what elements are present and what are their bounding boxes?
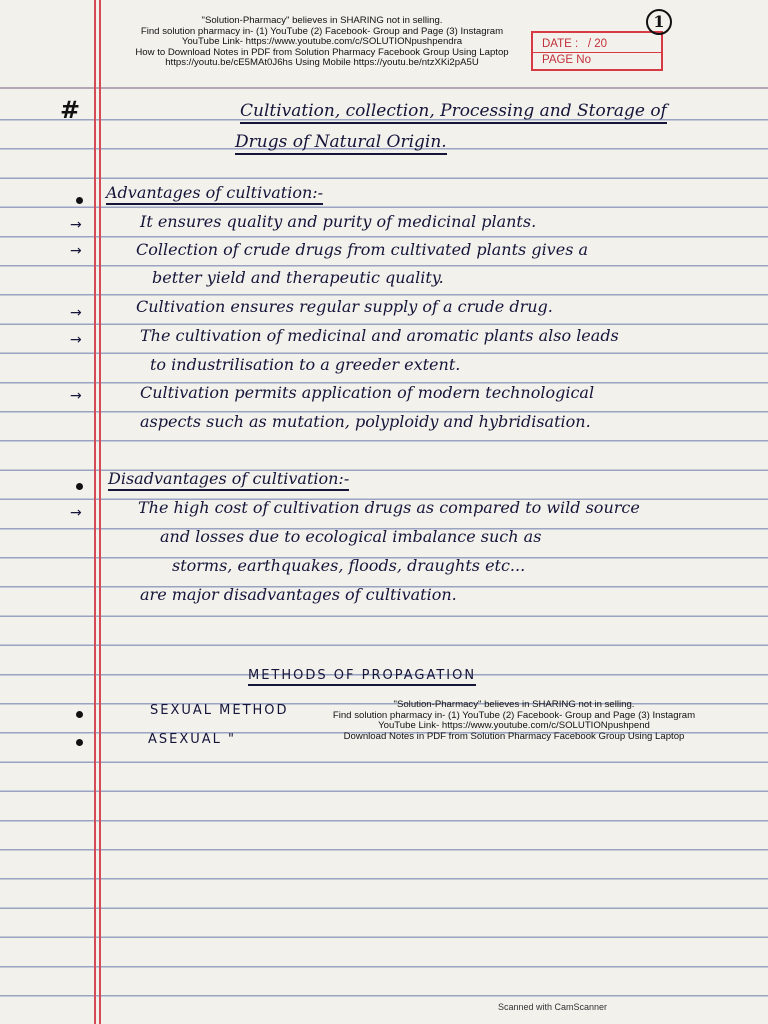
advantage-line: to industrilisation to a greeder extent. — [150, 355, 461, 374]
method-item: ASEXUAL " — [148, 732, 237, 747]
advantage-line: The cultivation of medicinal and aromatic plants also leads — [140, 326, 619, 345]
watermark-line: How to Download Notes in PDF from Solution Pharmacy Facebook Group Using Laptop — [135, 46, 509, 58]
watermark-line: Download Notes in PDF from Solution Pharmacy Facebook Group Using Laptop — [343, 730, 685, 742]
watermark-line: YouTube Link- https://www.youtube.com/c/SOLUTIONpushpend — [378, 720, 650, 732]
bullet-icon — [76, 711, 83, 718]
watermark-line: Find solution pharmacy in- (1) YouTube (2) Facebook- Group and Page (3) Instagram — [140, 25, 504, 37]
disadvantage-line: storms, earthquakes, floods, draughts etc... — [172, 556, 526, 575]
bullet-icon — [76, 483, 83, 490]
date-label: DATE : / 20 — [542, 38, 607, 50]
bullet-icon — [76, 197, 83, 204]
methods-title: METHODS OF PROPAGATION — [248, 668, 476, 686]
bullet-icon — [76, 739, 83, 746]
arrow-icon: → — [70, 243, 82, 259]
arrow-icon: → — [70, 332, 82, 348]
arrow-icon: → — [70, 305, 82, 321]
advantage-line: It ensures quality and purity of medicinal plants. — [140, 212, 537, 231]
scanner-footer: Scanned with CamScanner — [498, 1002, 608, 1012]
watermark-line: https://youtu.be/cE5MAt0J6hs Using Mobile https://youtu.be/ntzXKi2pA5U — [165, 57, 479, 69]
method-item: SEXUAL METHOD — [150, 703, 289, 718]
advantage-line: aspects such as mutation, polyploidy and hybridisation. — [140, 412, 591, 431]
date-stamp — [531, 31, 663, 71]
margin-line — [94, 0, 96, 1024]
disadvantage-line: are major disadvantages of cultivation. — [140, 585, 457, 604]
margin-line — [99, 0, 101, 1024]
watermark-line: "Solution-Pharmacy" believes in SHARING not in selling. — [393, 699, 635, 710]
arrow-icon: → — [70, 388, 82, 404]
advantages-title: Advantages of cultivation:- — [106, 183, 323, 205]
advantage-line: better yield and therapeutic quality. — [152, 268, 444, 287]
page-title-line2: Drugs of Natural Origin. — [235, 132, 447, 155]
watermark-line: Find solution pharmacy in- (1) YouTube (2) Facebook- Group and Page (3) Instagram — [332, 709, 696, 721]
watermark-line: YouTube Link- https://www.youtube.com/c/SOLUTIONpushpendra — [181, 36, 463, 48]
watermark-bottom — [312, 700, 716, 742]
watermark-line: "Solution-Pharmacy" believes in SHARING not in selling. — [201, 15, 443, 26]
page-no-label: PAGE No — [542, 54, 591, 66]
advantage-line: Cultivation permits application of modern technological — [140, 383, 595, 402]
page-number: 1 — [646, 9, 672, 35]
disadvantages-title: Disadvantages of cultivation:- — [108, 469, 349, 491]
advantage-line: Collection of crude drugs from cultivated plants gives a — [136, 240, 589, 259]
advantage-line: Cultivation ensures regular supply of a crude drug. — [136, 297, 553, 316]
page-title-line1: Cultivation, collection, Processing and Storage of — [240, 101, 667, 124]
arrow-icon: → — [70, 505, 82, 521]
header-rule — [0, 87, 768, 89]
arrow-icon: → — [70, 217, 82, 233]
disadvantage-line: The high cost of cultivation drugs as compared to wild source — [138, 498, 640, 517]
disadvantage-line: and losses due to ecological imbalance such as — [160, 527, 542, 546]
watermark-top — [106, 16, 538, 69]
heading-marker: # — [60, 96, 81, 124]
stamp-divider — [533, 52, 661, 53]
